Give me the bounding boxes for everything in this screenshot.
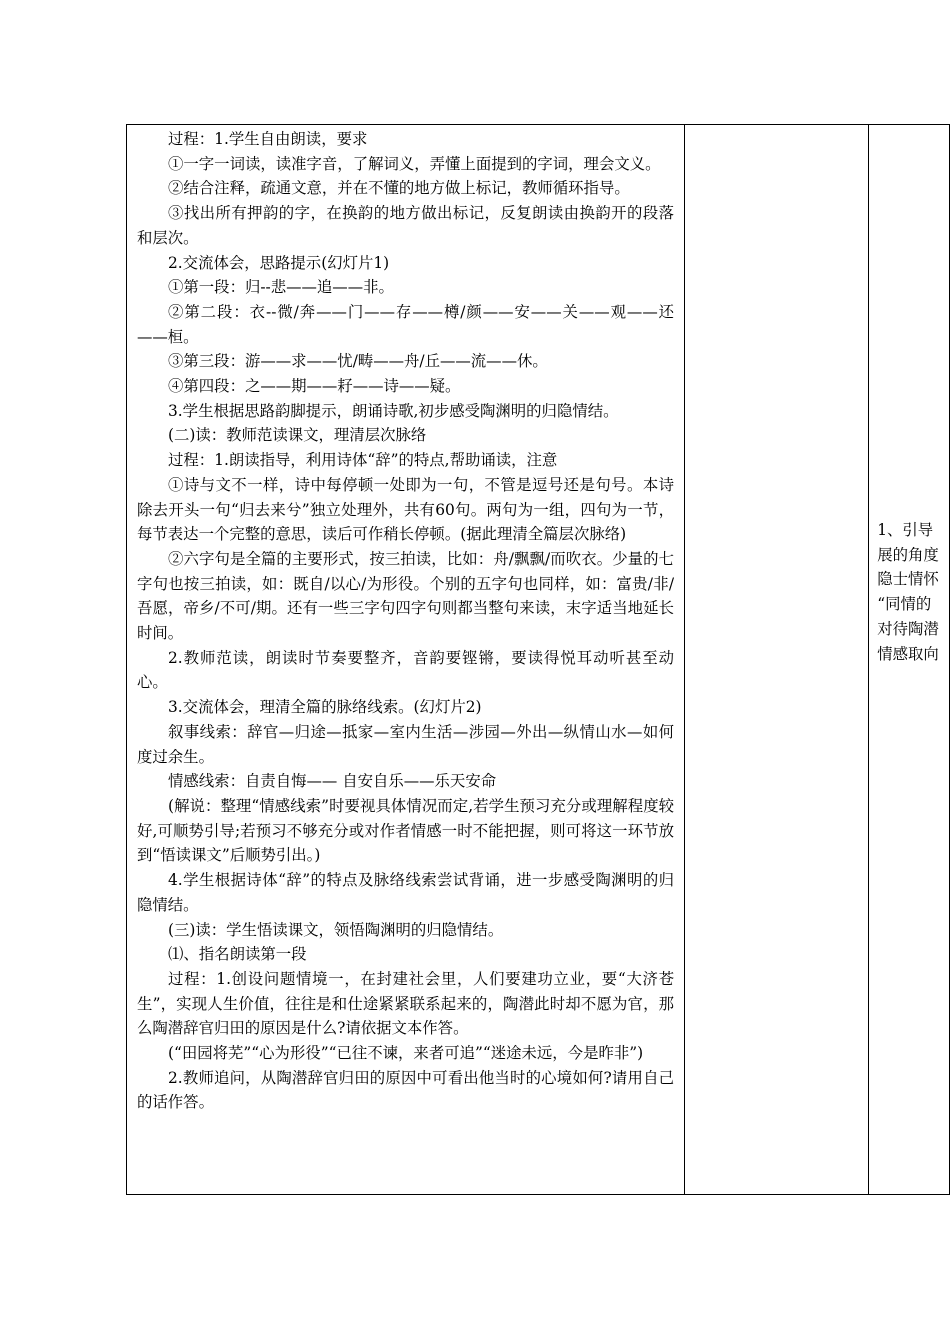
paragraph: 4.学生根据诗体“辞”的特点及脉络线索尝试背诵，进一步感受陶渊明的归隐情结。 [137, 871, 675, 914]
design-intent-column-cell [869, 125, 950, 1195]
paragraph: 情感线索：自责自悔—— 自安自乐——乐天安命 [168, 772, 497, 791]
paragraph: 2.交流体会，思路提示(幻灯片1) [168, 253, 390, 272]
paragraph: ①一字一词读，读准字音，了解词义，弄懂上面提到的字词，理会文义。 [168, 154, 661, 173]
paragraph: ②第二段：衣--微/奔——门——存——樽/颜——安——关——观——还——桓。 [137, 302, 675, 346]
process-column-cell [127, 125, 685, 1195]
process-text [127, 125, 684, 1115]
paragraph: ①诗与文不一样，诗中每停顿一处即为一句，不管是逗号还是句号。本诗除去开头一句“归去来兮”独立处理外，共有60句。两句为一组，四句为一节，每节表达一个完整的意思，读后可作稍长停顿。(据此理清全篇层次脉络) [137, 475, 675, 544]
paragraph: ①第一段：归--悲——追——非。 [168, 278, 394, 297]
paragraph: 情感取向 [877, 644, 939, 663]
paragraph: 3.交流体会，理清全篇的脉络线索。(幻灯片2) [168, 698, 482, 717]
paragraph: 对待陶潜 [877, 619, 939, 638]
paragraph: 过程：1.朗读指导，利用诗体“辞”的特点,帮助诵读，注意 [168, 451, 558, 470]
paragraph: 2.教师追问，从陶潜辞官归田的原因中可看出他当时的心境如何?请用自己的话作答。 [137, 1068, 675, 1112]
paragraph: ④第四段：之——期——耔——诗——疑。 [168, 377, 461, 396]
paragraph: 叙事线索：辞官—归途—抵家—室内生活—涉园—外出—纵情山水—如何度过余生。 [137, 722, 675, 766]
student-activity-column-cell [685, 125, 869, 1195]
paragraph: ③第三段：游——求——忧/畴——舟/丘——流——休。 [168, 352, 548, 371]
section-heading: (三)读：学生悟读课文，领悟陶渊明的归隐情结。 [168, 920, 504, 939]
paragraph: ②结合注释，疏通文意，并在不懂的地方做上标记，教师循环指导。 [168, 179, 630, 198]
design-intent-text [869, 518, 949, 666]
paragraph: ③找出所有押韵的字，在换韵的地方做出标记，反复朗读由换韵开的段落和层次。 [137, 204, 675, 247]
paragraph: ②六字句是全篇的主要形式，按三拍读，比如：舟/飘飘/而吹衣。少量的七字句也按三拍读，如：既自/以心/为形役。个别的五字句也同样，如：富贵/非/吾愿，帝乡/不可/期。还有一些三字句四字句则都当整句来读，末字适当地延长时间。 [137, 549, 675, 643]
table-row [127, 125, 950, 1195]
paragraph: “同情的 [877, 595, 932, 614]
paragraph: 3.学生根据思路韵脚提示，朗诵诗歌,初步感受陶渊明的归隐情结。 [168, 401, 619, 420]
paragraph: (解说：整理“情感线索”时要视具体情况而定,若学生预习充分或理解程度较好,可顺势引导;若预习不够充分或对作者情感一时不能把握，则可将这一环节放到“悟读课文”后顺势引出。) [137, 796, 675, 865]
paragraph: 隐士情怀 [877, 570, 939, 589]
paragraph: 过程：1.创设问题情境一，在封建社会里，人们要建功立业，要“大济苍生”，实现人生价值，往往是和仕途紧紧联系起来的，陶潜此时却不愿为官，那么陶潜辞官归田的原因是什么?请依据文本作答。 [137, 969, 675, 1038]
lesson-plan-table [126, 124, 950, 1195]
section-heading: (二)读：教师范读课文，理清层次脉络 [168, 426, 427, 445]
paragraph: 过程：1.学生自由朗读，要求 [168, 130, 368, 148]
paragraph: 2.教师范读，朗读时节奏要整齐，音韵要铿锵，要读得悦耳动听甚至动心。 [137, 648, 675, 692]
paragraph: 展的角度 [877, 545, 939, 564]
paragraph: (“田园将芜”“心为形役”“已往不谏，来者可追”“迷途未远，今是昨非”) [168, 1044, 644, 1063]
paragraph: 1、引导 [877, 521, 934, 539]
paragraph: ⑴、指名朗读第一段 [168, 945, 307, 964]
